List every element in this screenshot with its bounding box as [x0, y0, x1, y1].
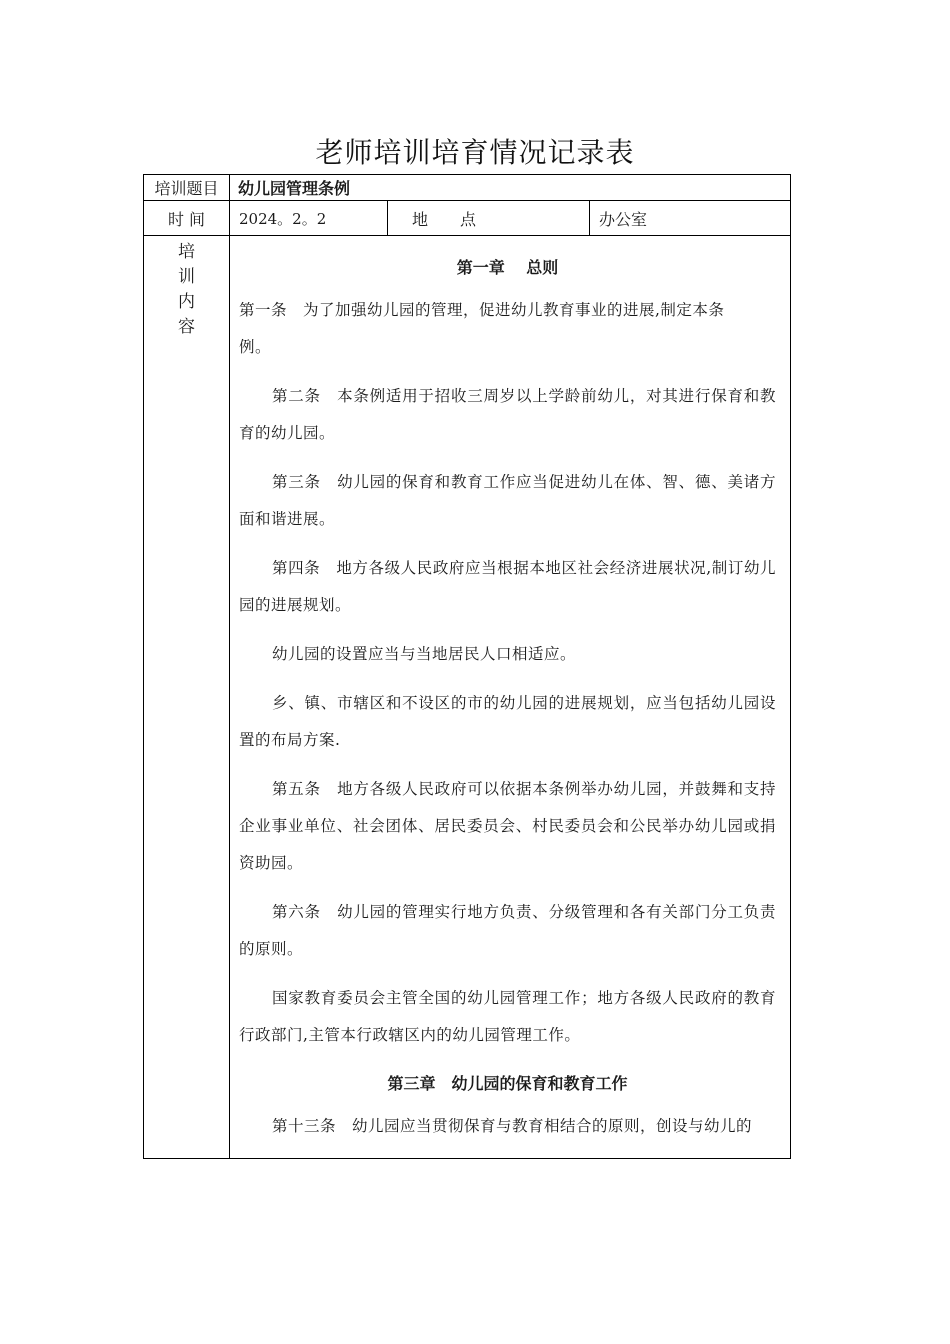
- place-value: 办公室: [590, 201, 791, 236]
- article-paragraph: 第五条 地方各级人民政府可以依据本条例举办幼儿园，并鼓舞和支持企业事业单位、社会团体、居民委员会、村民委员会和公民举办幼儿园或捐资助园。: [239, 780, 777, 872]
- content-label-char: 训: [178, 267, 195, 287]
- time-label: 时 间: [144, 201, 230, 236]
- place-label: 地 点: [388, 201, 590, 236]
- chapter-heading: 第一章 总则: [456, 258, 559, 277]
- article-paragraph: 例。: [239, 338, 272, 356]
- article-paragraph: 第二条 本条例适用于招收三周岁以上学龄前幼儿，对其进行保育和教育的幼儿园。: [239, 387, 777, 442]
- training-record-table: [143, 174, 791, 1159]
- article-paragraph: 乡、镇、市辖区和不设区的市的幼儿园的进展规划，应当包括幼儿园设置的布局方案.: [239, 694, 777, 749]
- content-row: [144, 236, 791, 1159]
- article-paragraph: 第六条 幼儿园的管理实行地方负责、分级管理和各有关部门分工负责的原则。: [239, 903, 777, 958]
- article-paragraph: 第十三条 幼儿园应当贯彻保育与教育相结合的原则，创设与幼儿的: [272, 1117, 753, 1135]
- content-label-char: 培: [178, 242, 195, 262]
- topic-row: [144, 175, 791, 201]
- page-title: 老师培训培育情况记录表: [315, 136, 635, 169]
- chapter-heading: 第三章 幼儿园的保育和教育工作: [387, 1074, 628, 1093]
- article-paragraph: 第三条 幼儿园的保育和教育工作应当促进幼儿在体、智、德、美诸方面和谐进展。: [239, 473, 777, 528]
- time-value: 2024。2。2: [230, 201, 388, 236]
- article-paragraph: 第一条 为了加强幼儿园的管理，促进幼儿教育事业的进展,制定本条: [239, 301, 725, 319]
- topic-value: 幼儿园管理条例: [230, 175, 791, 201]
- article-paragraph: 第四条 地方各级人民政府应当根据本地区社会经济进展状况,制订幼儿园的进展规划。: [239, 559, 777, 614]
- article-paragraph: 幼儿园的设置应当与当地居民人口相适应。: [272, 645, 577, 663]
- content-label: [144, 236, 230, 1159]
- article-paragraph: 国家教育委员会主管全国的幼儿园管理工作；地方各级人民政府的教育行政部门,主管本行政辖区内的幼儿园管理工作。: [239, 989, 777, 1044]
- time-place-row: [144, 201, 791, 236]
- content-label-char: 内: [178, 292, 195, 312]
- training-content: [230, 236, 791, 1159]
- content-label-char: 容: [178, 317, 195, 337]
- topic-label: 培训题目: [144, 175, 230, 201]
